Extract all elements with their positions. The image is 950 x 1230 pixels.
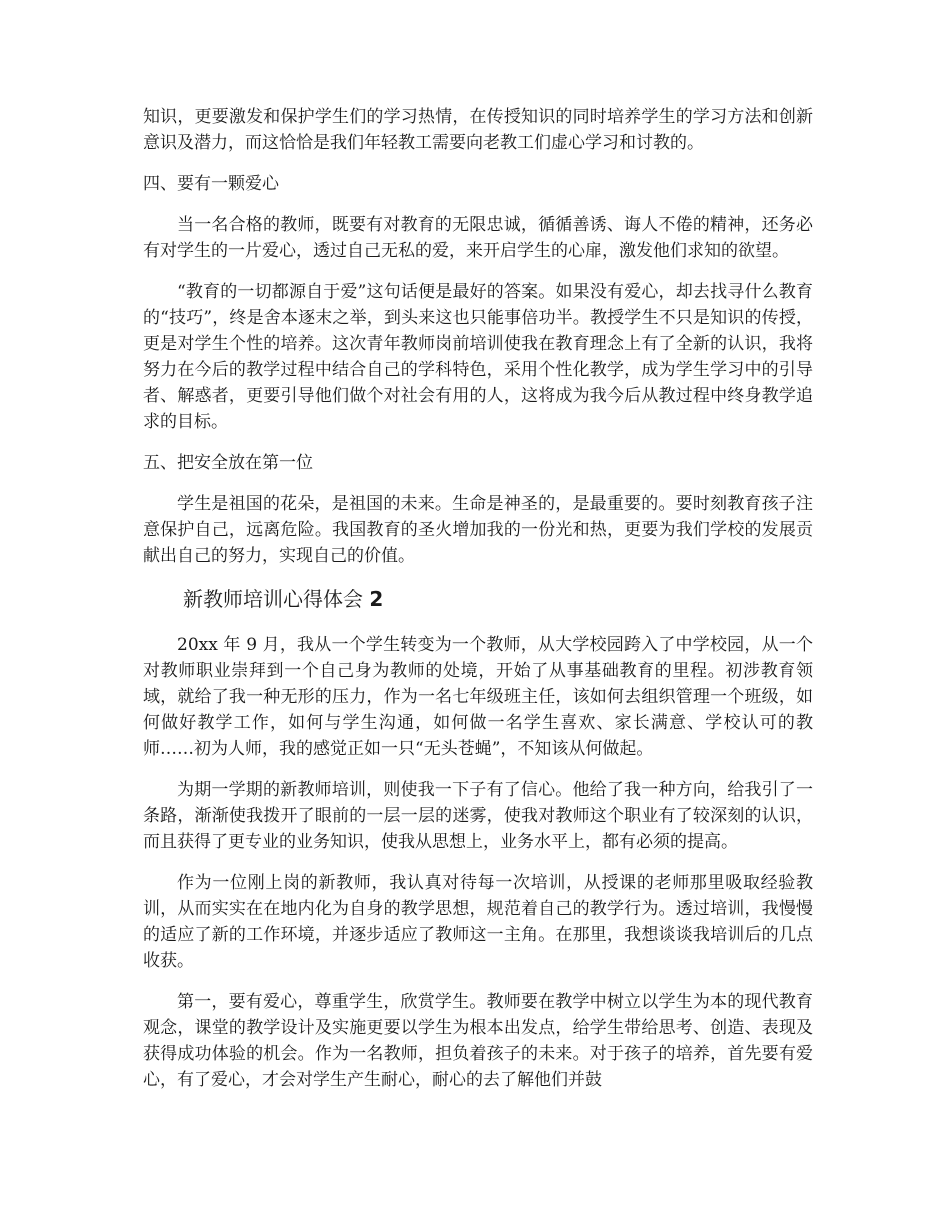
paragraph: 当一名合格的教师，既要有对教育的无限忠诚，循循善诱、诲人不倦的精神，还务必有对学生的一片爱心，透过自己无私的爱，来开启学生的心扉，激发他们求知的欲望。	[143, 215, 813, 261]
section-title-number: 2	[369, 587, 384, 611]
paragraph: 作为一位刚上岗的新教师，我认真对待每一次培训，从授课的老师那里吸取经验教训，从而实实在在地内化为自身的教学思想，规范着自己的教学行为。透过培训，我慢慢的适应了新的工作环境，并逐步适应了教师这一主角。在那里，我想谈谈我培训后的几点收获。	[143, 873, 813, 971]
section-title	[183, 584, 813, 614]
section-title-text: 新教师培训心得体会	[183, 587, 363, 611]
paragraph: 20xx 年 9 月，我从一个学生转变为一个教师，从大学校园跨入了中学校园，从一个对教师职业崇拜到一个自己身为教师的处境，开始了从事基础教育的里程。初涉教育领域，就给了我一种无形的压力，作为一名七年级班主任，该如何去组织管理一个班级，如何做好教学工作，如何与学生沟通，如何做一名学生喜欢、家长满意、学校认可的教师……初为人师，我的感觉正如一只“无头苍蝇”，不知该从何做起。	[143, 635, 813, 759]
paragraph: 第一，要有爱心，尊重学生，欣赏学生。教师要在教学中树立以学生为本的现代教育观念，课堂的教学设计及实施更要以学生为根本出发点，给学生带给思考、创造、表现及获得成功体验的机会。作为一名教师，担负着孩子的未来。对于孩子的培养，首先要有爱心，有了爱心，才会对学生产生耐心，耐心的去了解他们并鼓	[143, 992, 813, 1090]
paragraph: 为期一学期的新教师培训，则使我一下子有了信心。他给了我一种方向，给我引了一条路，渐渐使我拨开了眼前的一层一层的迷雾，使我对教师这个职业有了较深刻的认识，而且获得了更专业的业务知识，使我从思想上，业务水平上，都有必须的提高。	[143, 780, 813, 852]
paragraph-continued: 知识，更要激发和保护学生们的学习热情，在传授知识的同时培养学生的学习方法和创新意识及潜力，而这恰恰是我们年轻教工需要向老教工们虚心学习和讨教的。	[143, 107, 813, 153]
paragraph: “教育的一切都源自于爱”这句话便是最好的答案。如果没有爱心，却去找寻什么教育的“技巧”，终是舍本逐末之举，到头来这也只能事倍功半。教授学生不只是知识的传授，更是对学生个性的培养。这次青年教师岗前培训使我在教育理念上有了全新的认识，我将努力在今后的教学过程中结合自己的学科特色，采用个性化教学，成为学生学习中的引导者、解惑者，更要引导他们做个对社会有用的人，这将成为我今后从教过程中终身教学追求的目标。	[143, 282, 813, 432]
heading-love: 四、要有一颗爱心	[143, 174, 279, 194]
document-body	[143, 104, 813, 1093]
heading-safety: 五、把安全放在第一位	[143, 453, 313, 473]
paragraph: 学生是祖国的花朵，是祖国的未来。生命是神圣的，是最重要的。要时刻教育孩子注意保护自己，远离危险。我国教育的圣火增加我的一份光和热，更要为我们学校的发展贡献出自己的努力，实现自己的价值。	[143, 494, 813, 566]
